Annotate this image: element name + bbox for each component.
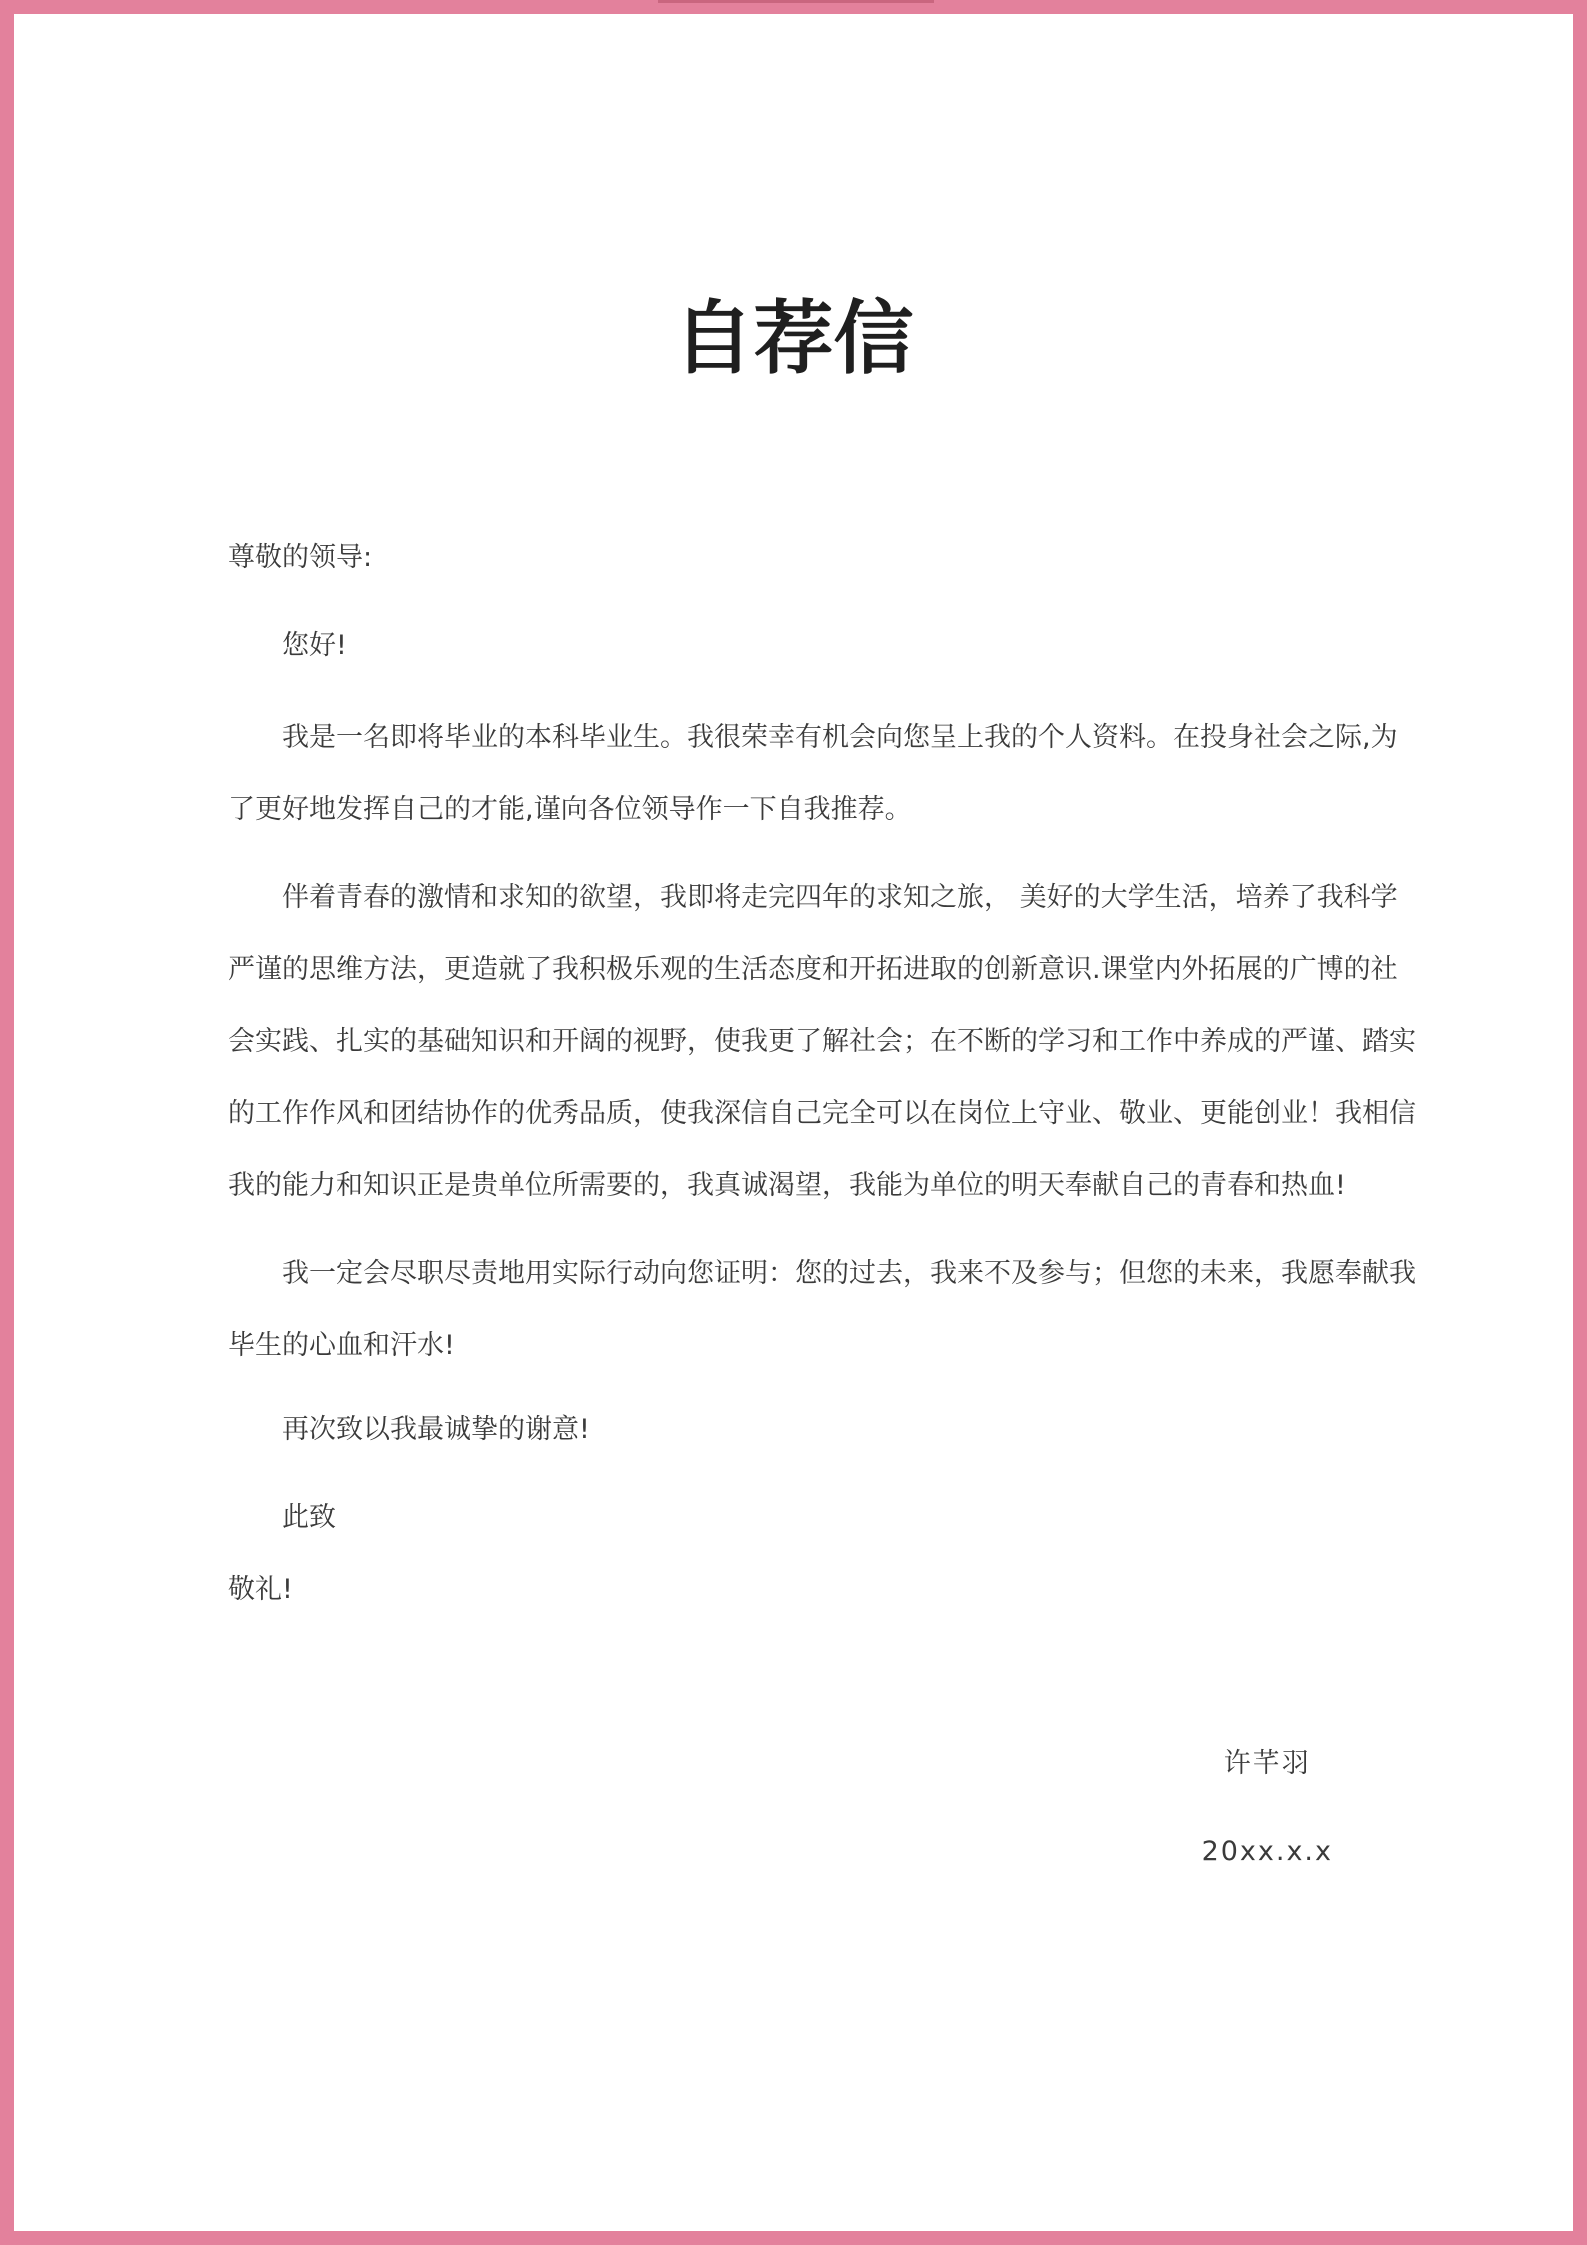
paragraph-self-description: 伴着青春的激情和求知的欲望，我即将走完四年的求知之旅， 美好的大学生活，培养了我科学严谨的思维方法，更造就了我积极乐观的生活态度和开拓进取的创新意识.课堂内外拓展的广博的社会实践、扎实的基础知识和开阔的视野，使我更了解社会；在不断的学习和工作中养成的严谨、踏实的工作作风和团结协作的优秀品质，使我深信自己完全可以在岗位上守业、敬业、更能创业！我相信我的能力和知识正是贵单位所需要的，我真诚渴望，我能为单位的明天奉献自己的青春和热血! (228, 882, 1416, 1201)
letter-date: 20xx.x.x (1201, 1836, 1333, 1867)
signer-name: 许芊羽 (1223, 1748, 1311, 1779)
signature-block (1202, 1720, 1333, 1896)
greeting: 您好! (282, 630, 347, 661)
salutation: 尊敬的领导: (228, 542, 373, 573)
letter-body (228, 526, 1420, 1638)
paragraph-commitment: 我一定会尽职尽责地用实际行动向您证明：您的过去，我来不及参与；但您的未来，我愿奉献我毕生的心血和汗水! (228, 1258, 1416, 1361)
closing-line-2: 敬礼! (228, 1574, 293, 1605)
paragraph-intro: 我是一名即将毕业的本科毕业生。我很荣幸有机会向您呈上我的个人资料。在投身社会之际,为了更好地发挥自己的才能,谨向各位领导作一下自我推荐。 (228, 722, 1398, 825)
page-title: 自荐信 (673, 292, 914, 385)
closing-line-1: 此致 (282, 1502, 336, 1533)
thanks-line: 再次致以我最诚挚的谢意! (282, 1414, 590, 1445)
top-accent-line (658, 0, 934, 3)
